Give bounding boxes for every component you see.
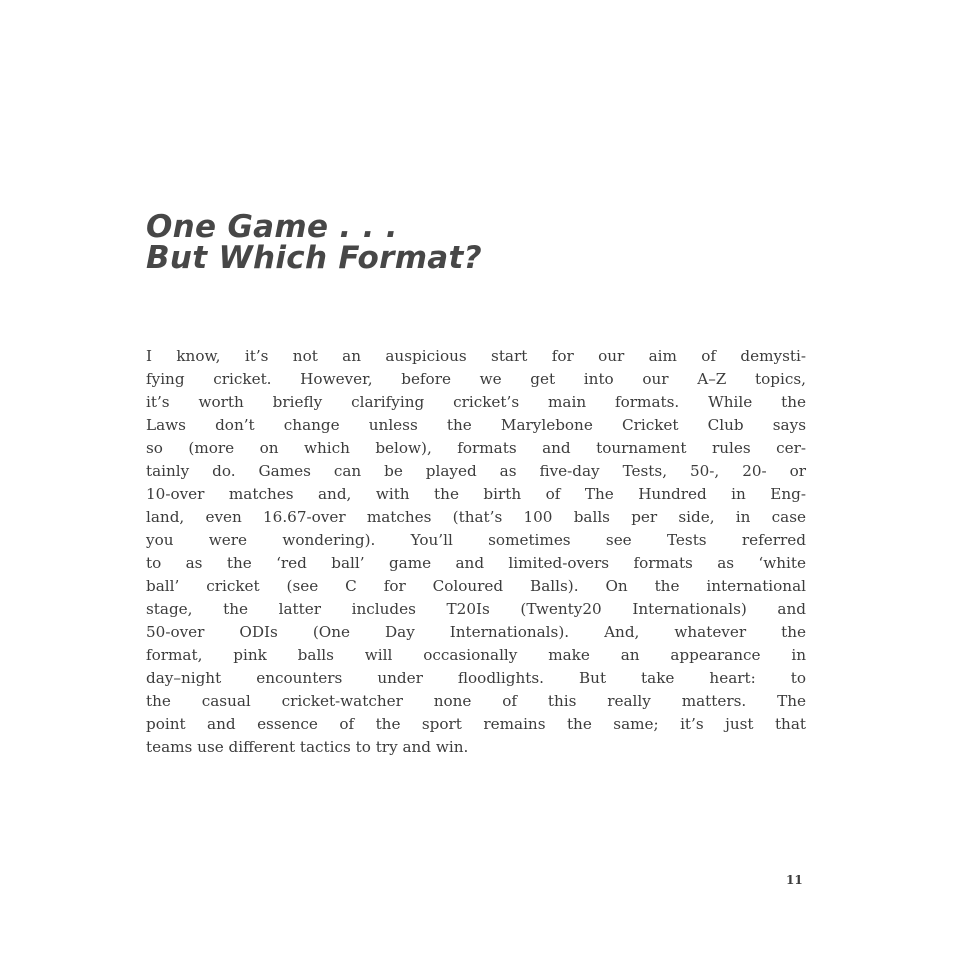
text-line: 50-over ODIs (One Day Internationals). And, whatever the	[146, 623, 806, 641]
text-line: stage, the latter includes T20Is (Twenty20 Internationals) and	[146, 600, 806, 618]
chapter-title	[146, 209, 482, 276]
text-line: day–night encounters under floodlights. But take heart: to	[146, 669, 806, 687]
text-line: to as the ‘red ball’ game and limited-overs formats as ‘white	[146, 554, 806, 572]
text-line: the casual cricket-watcher none of this really matters. The	[146, 692, 806, 710]
text-line: land, even 16.67-over matches (that’s 100 balls per side, in case	[146, 508, 806, 526]
text-line: so (more on which below), formats and tournament rules cer-	[146, 439, 806, 457]
page-number: 11	[786, 873, 803, 887]
text-line: tainly do. Games can be played as five-day Tests, 50-, 20- or	[146, 462, 806, 480]
text-line: you were wondering). You’ll sometimes see Tests referred	[146, 531, 806, 549]
text-line: fying cricket. However, before we get into our A–Z topics,	[146, 370, 806, 388]
text-line: point and essence of the sport remains the same; it’s just that	[146, 715, 806, 733]
chapter-title-line-1: One Game . . .	[146, 209, 398, 245]
text-line: Laws don’t change unless the Marylebone Cricket Club says	[146, 416, 806, 434]
text-line: ball’ cricket (see C for Coloured Balls). On the international	[146, 577, 806, 595]
text-line: 10-over matches and, with the birth of The Hundred in Eng-	[146, 485, 806, 503]
text-line: I know, it’s not an auspicious start for our aim of demysti-	[146, 347, 806, 365]
body-paragraph	[146, 345, 806, 759]
text-line: teams use different tactics to try and win.	[146, 738, 469, 756]
text-line: it’s worth briefly clarifying cricket’s main formats. While the	[146, 393, 806, 411]
text-line: format, pink balls will occasionally make an appearance in	[146, 646, 806, 664]
chapter-title-line-2: But Which Format?	[146, 240, 482, 276]
